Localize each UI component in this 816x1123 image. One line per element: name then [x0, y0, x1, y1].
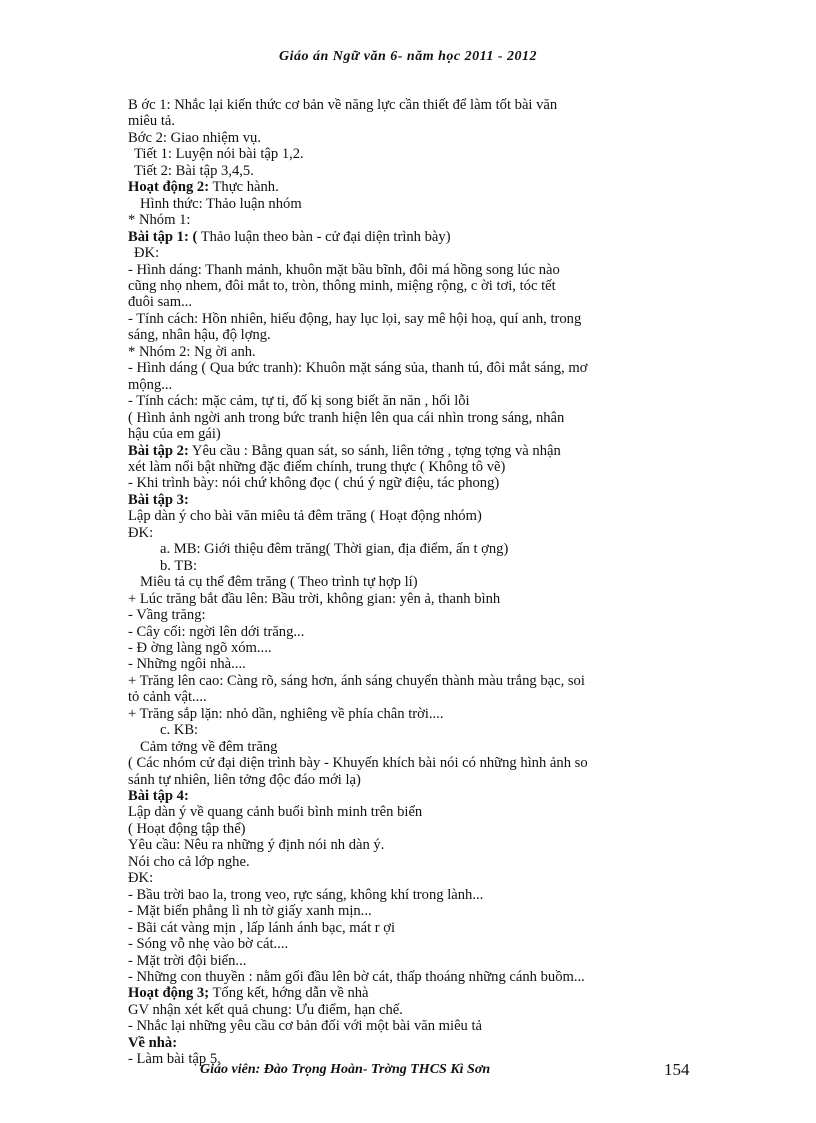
- text-line: [128, 788, 696, 804]
- text-line: [128, 146, 696, 162]
- line-text: Yêu cầu: Nêu ra những ý định nói nh dàn ý.: [128, 837, 385, 854]
- text-line: [128, 673, 696, 689]
- line-text: + Trăng lên cao: Càng rõ, sáng hơn, ánh sáng chuyển thành màu trắng bạc, soi: [128, 672, 585, 689]
- text-line: [128, 508, 696, 524]
- text-line: [128, 1035, 696, 1051]
- line-text: Thảo luận theo bàn - cử đại diện trình bày): [197, 228, 451, 245]
- page-footer: Giáo viên: Đào Trọng Hoàn- Trờng THCS Kì Sơn: [200, 1062, 491, 1077]
- text-line: [128, 97, 696, 113]
- line-text: ( Hình ảnh ngời anh trong bức tranh hiện lên qua cái nhìn trong sáng, nhân: [128, 409, 565, 426]
- text-line: [128, 656, 696, 672]
- text-line: [128, 492, 696, 508]
- text-line: [128, 393, 696, 409]
- text-line: [128, 870, 696, 886]
- text-line: [128, 903, 696, 919]
- line-text: ( Các nhóm cử đại diện trình bày - Khuyến khích bài nói có những hình ảnh so: [128, 755, 588, 772]
- text-line: [128, 294, 696, 310]
- text-line: [128, 854, 696, 870]
- text-line: [128, 229, 696, 245]
- line-text: - Hình dáng ( Qua bức tranh): Khuôn mặt sáng sủa, thanh tú, đôi mắt sáng, mơ: [128, 360, 588, 377]
- text-line: [128, 113, 696, 129]
- text-line: [128, 410, 696, 426]
- line-text: ĐK:: [134, 245, 160, 262]
- line-text: B ớc 1: Nhắc lại kiến thức cơ bản về năng lực cần thiết để làm tốt bài văn: [128, 97, 558, 113]
- line-text: - Đ ờng làng ngõ xóm....: [128, 639, 272, 656]
- text-line: [128, 327, 696, 343]
- text-line: [128, 722, 696, 738]
- document-body: [128, 97, 696, 1068]
- text-line: [128, 245, 696, 261]
- line-text: ĐK:: [128, 870, 154, 887]
- text-line: [128, 821, 696, 837]
- line-text: Nói cho cả lớp nghe.: [128, 853, 250, 870]
- line-text: Thực hành.: [209, 179, 279, 196]
- line-text: - Bầu trời bao la, trong veo, rực sáng, không khí trong lành...: [128, 886, 484, 903]
- line-text: - Tính cách: Hồn nhiên, hiếu động, hay lục lọi, say mê hội hoạ, quí anh, trong: [128, 310, 582, 327]
- text-line: [128, 1018, 696, 1034]
- text-line: [128, 525, 696, 541]
- line-text: - Cây cối: ngời lên dới trăng...: [128, 623, 305, 640]
- line-text: sáng, nhân hậu, độ lợng.: [128, 327, 271, 344]
- text-line: [128, 360, 696, 376]
- line-text: Tiết 1: Luyện nói bài tập 1,2.: [134, 146, 304, 163]
- text-line: [128, 426, 696, 442]
- text-line: [128, 591, 696, 607]
- bold-heading: Bài tập 1: (: [128, 228, 198, 245]
- line-text: - Những ngôi nhà....: [128, 656, 246, 673]
- line-text: sánh tự nhiên, liên tởng độc đáo mới lạ): [128, 771, 361, 788]
- text-line: [128, 344, 696, 360]
- text-line: [128, 179, 696, 195]
- line-text: xét làm nổi bật những đặc điểm chính, trung thực ( Không tô vẽ): [128, 458, 506, 475]
- text-line: [128, 130, 696, 146]
- line-text: - Sóng vỗ nhẹ vào bờ cát....: [128, 936, 289, 953]
- page-number: 154: [664, 1060, 690, 1079]
- line-text: - Làm bài tập 5.: [128, 1051, 221, 1068]
- line-text: a. MB: Giới thiệu đêm trăng( Thời gian, địa điểm, ấn t ợng): [160, 541, 509, 558]
- line-text: hậu của em gái): [128, 426, 221, 443]
- text-line: [128, 541, 696, 557]
- line-text: Hình thức: Thảo luận nhóm: [140, 195, 302, 212]
- line-text: GV nhận xét kết quả chung: Ưu điểm, hạn chế.: [128, 1001, 403, 1018]
- line-text: b. TB:: [160, 557, 198, 574]
- text-line: [128, 574, 696, 590]
- line-text: Tiết 2: Bài tập 3,4,5.: [134, 162, 254, 179]
- line-text: - Bãi cát vàng mịn , lấp lánh ánh bạc, mát r ợi: [128, 919, 396, 936]
- text-line: [128, 755, 696, 771]
- text-line: [128, 558, 696, 574]
- text-line: [128, 262, 696, 278]
- text-line: [128, 969, 696, 985]
- text-line: [128, 278, 696, 294]
- line-text: Miêu tả cụ thể đêm trăng ( Theo trình tự hợp lí): [140, 574, 418, 591]
- bold-heading: Bài tập 3:: [128, 491, 189, 508]
- line-text: c. KB:: [160, 722, 199, 739]
- text-line: [128, 706, 696, 722]
- line-text: - Nhắc lại những yêu cầu cơ bản đối với một bài văn miêu tả: [128, 1018, 483, 1035]
- text-line: [128, 311, 696, 327]
- line-text: - Vầng trăng:: [128, 607, 206, 624]
- text-line: [128, 936, 696, 952]
- text-line: [128, 640, 696, 656]
- line-text: - Mặt trời đội biển...: [128, 952, 247, 969]
- text-line: [128, 377, 696, 393]
- line-text: miêu tả.: [128, 113, 176, 130]
- bold-heading: Về nhà:: [128, 1034, 178, 1051]
- text-line: [128, 624, 696, 640]
- line-text: * Nhóm 1:: [128, 212, 191, 229]
- line-text: Yêu cầu : Bằng quan sát, so sánh, liên tởng , tợng tợng và nhận: [188, 442, 561, 459]
- text-line: [128, 607, 696, 623]
- text-line: [128, 459, 696, 475]
- text-line: [128, 475, 696, 491]
- line-text: Tổng kết, hớng dẫn về nhà: [209, 985, 369, 1002]
- line-text: - Khi trình bày: nói chứ không đọc ( chú ý ngữ điệu, tác phong): [128, 475, 500, 492]
- text-line: [128, 837, 696, 853]
- text-line: [128, 920, 696, 936]
- line-text: Bớc 2: Giao nhiệm vụ.: [128, 129, 261, 146]
- line-text: cũng nhọ nhem, đôi mắt to, tròn, thông minh, miệng rộng, c ời tơi, tóc tết: [128, 277, 556, 294]
- text-line: [128, 985, 696, 1001]
- text-line: [128, 163, 696, 179]
- line-text: - Mặt biển phẳng lì nh tờ giấy xanh mịn...: [128, 903, 372, 920]
- text-line: [128, 739, 696, 755]
- line-text: ĐK:: [128, 524, 154, 541]
- line-text: Lập dàn ý về quang cảnh buổi bình minh trên biển: [128, 804, 423, 821]
- page-header: Giáo án Ngữ văn 6- năm học 2011 - 2012: [278, 49, 537, 64]
- line-text: - Tính cách: mặc cảm, tự ti, đố kị song biết ăn năn , hối lỗi: [128, 393, 470, 410]
- bold-heading: Bài tập 4:: [128, 788, 189, 805]
- line-text: Cảm tởng về đêm trăng: [140, 738, 278, 755]
- line-text: đuôi sam...: [128, 294, 193, 311]
- text-line: [128, 196, 696, 212]
- text-line: [128, 887, 696, 903]
- text-line: [128, 804, 696, 820]
- text-line: [128, 212, 696, 228]
- bold-heading: Bài tập 2:: [128, 442, 189, 459]
- bold-heading: Hoạt động 2:: [128, 179, 210, 196]
- line-text: - Những con thuyền : nằm gối đầu lên bờ cát, thấp thoáng những cánh buồm...: [128, 969, 585, 986]
- text-line: [128, 443, 696, 459]
- line-text: tỏ cảnh vật....: [128, 689, 207, 706]
- line-text: ( Hoạt động tập thể): [128, 820, 246, 837]
- line-text: + Lúc trăng bắt đầu lên: Bầu trời, không gian: yên ả, thanh bình: [128, 590, 501, 607]
- bold-heading: Hoạt động 3;: [128, 985, 210, 1002]
- text-line: [128, 1002, 696, 1018]
- line-text: - Hình dáng: Thanh mảnh, khuôn mặt bầu bĩnh, đôi má hồng song lúc nào: [128, 261, 560, 278]
- text-line: [128, 772, 696, 788]
- line-text: mộng...: [128, 376, 173, 393]
- line-text: + Trăng sắp lặn: nhỏ dần, nghiêng về phía chân trời....: [128, 705, 444, 722]
- line-text: * Nhóm 2: Ng ời anh.: [128, 343, 256, 360]
- text-line: [128, 953, 696, 969]
- text-line: [128, 689, 696, 705]
- line-text: Lập dàn ý cho bài văn miêu tả đêm trăng ( Hoạt động nhóm): [128, 508, 482, 525]
